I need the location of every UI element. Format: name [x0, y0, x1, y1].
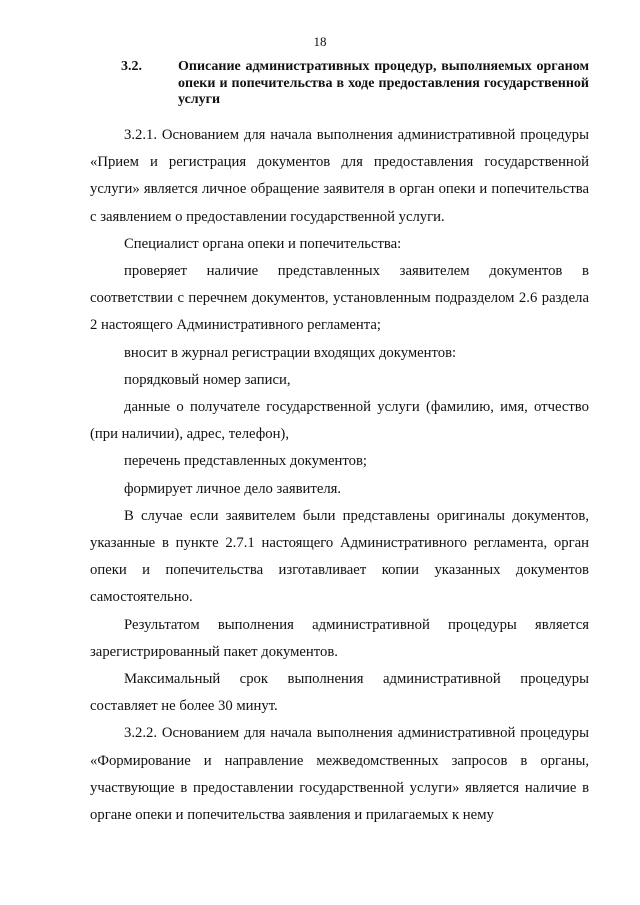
paragraph: формирует личное дело заявителя. [124, 480, 342, 497]
page-number: 18 [313, 34, 327, 49]
paragraph: перечень представленных документов; [124, 453, 367, 470]
paragraph: данные о получателе государственной услуги (фамилию, имя, отчество (при наличии), адрес, телефон), [90, 399, 589, 443]
paragraph: порядковый номер записи, [124, 371, 291, 388]
paragraph: 3.2.1. Основанием для начала выполнения административной процедуры «Прием и регистрация документов для предоставления государственной услуги» является личное обращение заявителя в орган опеки и попечительства с заявлением о предоставлении государственной услуги. [90, 127, 589, 225]
paragraph: 3.2.2. Основанием для начала выполнения административной процедуры «Формирование и направление межведомственных запросов в органы, участвующие в предоставлении государственной услуги» является наличие в органе опеки и попечительства заявления и прилагаемых к нему [90, 725, 589, 824]
paragraph: Специалист органа опеки и попечительства: [124, 235, 402, 252]
document-body [90, 122, 589, 829]
paragraph: Максимальный срок выполнения административной процедуры составляет не более 30 минут. [90, 671, 589, 715]
paragraph: В случае если заявителем были представлены оригиналы документов, указанные в пункте 2.7.1 настоящего Административного регламента, орган опеки и попечительства изготавливает копии указанных документов самостоятельно. [90, 507, 589, 606]
paragraph: Результатом выполнения административной процедуры является зарегистрированный пакет документов. [90, 616, 589, 660]
section-title: Описание административных процедур, выполняемых органом опеки и попечительства в ходе предоставления государственной услуги [178, 59, 589, 107]
paragraph: вносит в журнал регистрации входящих документов: [124, 344, 457, 361]
section-number: 3.2. [121, 59, 142, 74]
paragraph: проверяет наличие представленных заявителем документов в соответствии с перечнем документов, установленным подразделом 2.6 раздела 2 настоящего Административного регламента; [90, 263, 589, 334]
